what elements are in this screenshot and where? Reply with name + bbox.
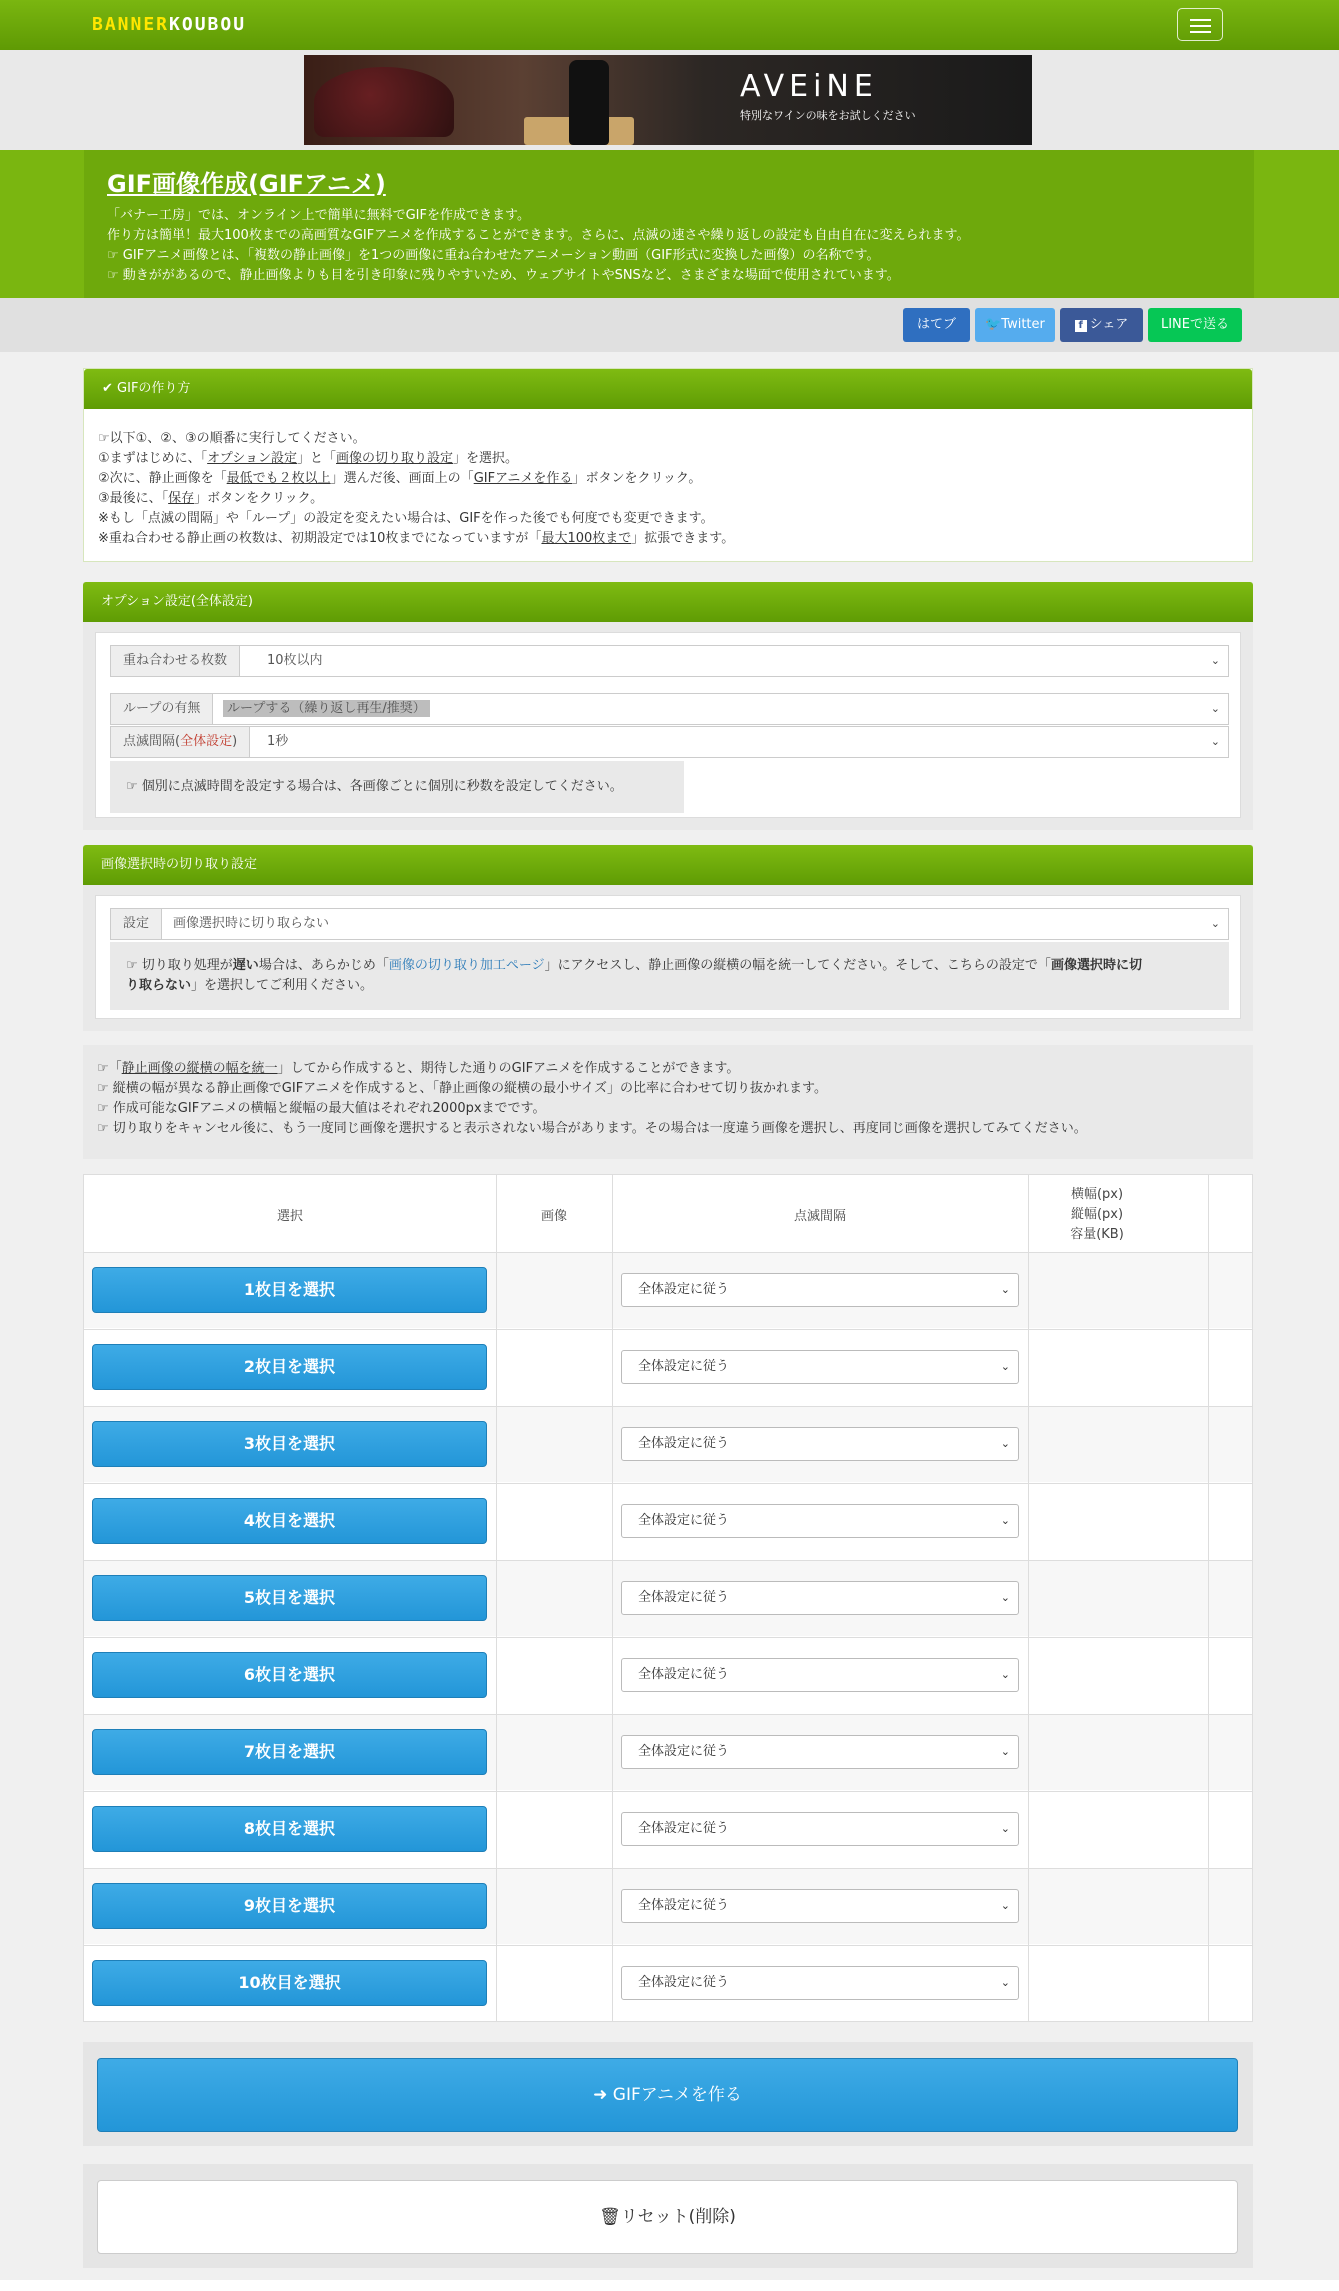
options-heading: オプション設定(全体設定) <box>83 582 1253 622</box>
howto-line-1: ☞以下①、②、③の順番に実行してください。 <box>98 431 366 446</box>
row-interval-select[interactable]: 全体設定に従う ⌄ <box>621 1504 1019 1538</box>
crop-page-link[interactable]: 画像の切り取り加工ページ <box>388 958 545 973</box>
select-image-button[interactable]: 8枚目を選択 <box>92 1806 487 1852</box>
chevron-down-icon: ⌄ <box>1210 917 1220 930</box>
wine-glass-image <box>314 67 454 137</box>
bottle-image <box>569 60 609 145</box>
hero-line-3: ☞ GIFアニメ画像とは、「複数の静止画像」を1つの画像に重ね合わせたアニメーション動画（GIF形式に変換した画像）の名称です。 <box>107 248 880 263</box>
page-title[interactable]: GIF画像作成(GIFアニメ) <box>107 170 386 198</box>
tip-4: ☞ 切り取りをキャンセル後に、もう一度同じ画像を選択すると表示されない場合があります。その場合は一度違う画像を選択し、再度同じ画像を選択してみてください。 <box>97 1121 1087 1136</box>
hamburger-icon <box>1190 19 1211 21</box>
row-interval-select[interactable]: 全体設定に従う ⌄ <box>621 1273 1019 1307</box>
tip-1: ☞「静止画像の縦横の幅を統一」してから作成すると、期待した通りのGIFアニメを作成することができます。 <box>97 1061 740 1076</box>
ad-banner[interactable] <box>304 55 1032 145</box>
twitter-icon: 🐦 <box>985 317 1002 332</box>
loop-select[interactable]: ループの有無 ループする（繰り返し再生/推奨） ⌄ <box>110 693 1229 725</box>
row-interval-select[interactable]: 全体設定に従う ⌄ <box>621 1350 1019 1384</box>
row-interval-select[interactable]: 全体設定に従う ⌄ <box>621 1889 1019 1923</box>
chevron-down-icon: ⌄ <box>1000 1283 1010 1296</box>
header-interval: 点滅間隔 <box>793 1209 846 1224</box>
row-interval-select[interactable]: 全体設定に従う ⌄ <box>621 1812 1019 1846</box>
row-interval-select[interactable]: 全体設定に従う ⌄ <box>621 1735 1019 1769</box>
select-image-button[interactable]: 10枚目を選択 <box>92 1960 487 2006</box>
chevron-down-icon: ⌄ <box>1000 1976 1010 1989</box>
select-image-button[interactable]: 1枚目を選択 <box>92 1267 487 1313</box>
howto-line-2: ①まずはじめに、「オプション設定」と「画像の切り取り設定」を選択。 <box>98 451 519 466</box>
select-image-button[interactable]: 9枚目を選択 <box>92 1883 487 1929</box>
select-image-button[interactable]: 2枚目を選択 <box>92 1344 487 1390</box>
options-panel <box>83 582 1253 830</box>
howto-line-5: ※もし「点滅の間隔」や「ループ」の設定を変えたい場合は、GIFを作った後でも何度でも変更できます。 <box>98 511 714 526</box>
logo-text-a: BANNER <box>92 14 170 35</box>
header-size: 横幅(px) 縦幅(px) 容量(KB) <box>1070 1187 1124 1242</box>
howto-line-6: ※重ね合わせる静止画の枚数は、初期設定では10枚までになっていますが「最大100枚まで」拡張できます。 <box>98 531 735 546</box>
logo-text-b: KOUBOU <box>169 14 247 35</box>
ad-brand: AVEiNE <box>740 69 878 104</box>
header-select: 選択 <box>276 1209 303 1224</box>
interval-select[interactable]: 点滅間隔(全体設定) 1秒 ⌄ <box>110 726 1229 758</box>
chevron-down-icon: ⌄ <box>1000 1360 1010 1373</box>
select-image-button[interactable]: 7枚目を選択 <box>92 1729 487 1775</box>
line-share-button[interactable]: LINEで送る <box>1148 308 1242 342</box>
tip-3: ☞ 作成可能なGIFアニメの横幅と縦幅の最大値はそれぞれ2000pxまでです。 <box>97 1101 546 1116</box>
chevron-down-icon: ⌄ <box>1000 1668 1010 1681</box>
twitter-button[interactable]: 🐦Twitter <box>975 308 1055 342</box>
chevron-down-icon: ⌄ <box>1000 1514 1010 1527</box>
options-note: ☞ 個別に点滅時間を設定する場合は、各画像ごとに個別に秒数を設定してください。 <box>110 761 684 813</box>
howto-heading: GIFの作り方 <box>117 381 191 396</box>
max-100-link[interactable]: 最大100枚まで <box>541 531 632 546</box>
chevron-down-icon: ⌄ <box>1210 702 1220 715</box>
crop-select[interactable]: 設定 画像選択時に切り取らない ⌄ <box>110 908 1229 940</box>
select-image-button[interactable]: 3枚目を選択 <box>92 1421 487 1467</box>
howto-panel <box>83 368 1253 562</box>
hero-line-1: 「バナー工房」では、オンライン上で簡単に無料でGIFを作成できます。 <box>107 208 530 223</box>
chevron-down-icon: ⌄ <box>1210 654 1220 667</box>
option-settings-link[interactable]: オプション設定 <box>207 451 297 466</box>
select-image-button[interactable]: 6枚目を選択 <box>92 1652 487 1698</box>
facebook-share-button[interactable]: f シェア <box>1060 308 1143 342</box>
crop-settings-link[interactable]: 画像の切り取り設定 <box>336 451 454 466</box>
crop-note: ☞ 切り取り処理が遅い場合は、あらかじめ「画像の切り取り加工ページ」にアクセスし、静止画像の縦横の幅を統一してください。そして、こちらの設定で「画像選択時に切 り取らない」を選択してご利用ください。 <box>110 942 1229 1010</box>
count-select[interactable]: 重ね合わせる枚数 10枚以内 ⌄ <box>110 645 1229 677</box>
chevron-down-icon: ⌄ <box>1210 735 1220 748</box>
select-image-button[interactable]: 4枚目を選択 <box>92 1498 487 1544</box>
header-image: 画像 <box>540 1209 567 1224</box>
howto-line-3: ②次に、静止画像を「最低でも２枚以上」選んだ後、画面上の「GIFアニメを作る」ボタンをクリック。 <box>98 471 702 486</box>
hero-section <box>0 150 1339 298</box>
select-image-button[interactable]: 5枚目を選択 <box>92 1575 487 1621</box>
row-interval-select[interactable]: 全体設定に従う ⌄ <box>621 1581 1019 1615</box>
image-table <box>83 1174 1253 2022</box>
hero-line-2: 作り方は簡単！最大100枚までの高画質なGIFアニメを作成することができます。さらに、点滅の速さや繰り返しの設定も自由自在に変えられます。 <box>107 228 970 243</box>
ad-tagline: 特別なワインの味をお試しください <box>740 109 916 122</box>
tip-2: ☞ 縦横の幅が異なる静止画像でGIFアニメを作成すると、「静止画像の縦横の最小サイズ」の比率に合わせて切り抜かれます。 <box>97 1081 827 1096</box>
chevron-down-icon: ⌄ <box>1000 1899 1010 1912</box>
hamburger-menu-button[interactable] <box>1177 8 1223 41</box>
chevron-down-icon: ⌄ <box>1000 1745 1010 1758</box>
hatena-button[interactable]: はてブ <box>903 308 970 342</box>
chevron-down-icon: ⌄ <box>1000 1437 1010 1450</box>
check-circle-icon: ✔ <box>102 381 113 396</box>
chevron-down-icon: ⌄ <box>1000 1822 1010 1835</box>
crop-panel <box>83 845 1253 1031</box>
row-interval-select[interactable]: 全体設定に従う ⌄ <box>621 1427 1019 1461</box>
make-gif-button[interactable]: ➜ GIFアニメを作る <box>97 2058 1238 2132</box>
make-gif-link[interactable]: GIFアニメを作る <box>473 471 573 486</box>
facebook-icon: f <box>1075 320 1087 332</box>
arrow-right-circle-icon: ➜ <box>593 2085 608 2105</box>
chevron-down-icon: ⌄ <box>1000 1591 1010 1604</box>
howto-line-4: ③最後に、「保存」ボタンをクリック。 <box>98 491 324 506</box>
hero-line-4: ☞ 動きががあるので、静止画像よりも目を引き印象に残りやすいため、ウェブサイトやSNSなど、さまざまな場面で使用されています。 <box>107 268 900 283</box>
navbar <box>0 0 1339 50</box>
trash-icon: 🗑 <box>599 2207 621 2227</box>
row-interval-select[interactable]: 全体設定に従う ⌄ <box>621 1658 1019 1692</box>
crop-heading: 画像選択時の切り取り設定 <box>83 845 1253 885</box>
reset-button[interactable]: 🗑リセット(削除) <box>97 2180 1238 2254</box>
site-logo[interactable] <box>92 14 246 35</box>
tips-box <box>83 1045 1253 1159</box>
row-interval-select[interactable]: 全体設定に従う ⌄ <box>621 1966 1019 2000</box>
